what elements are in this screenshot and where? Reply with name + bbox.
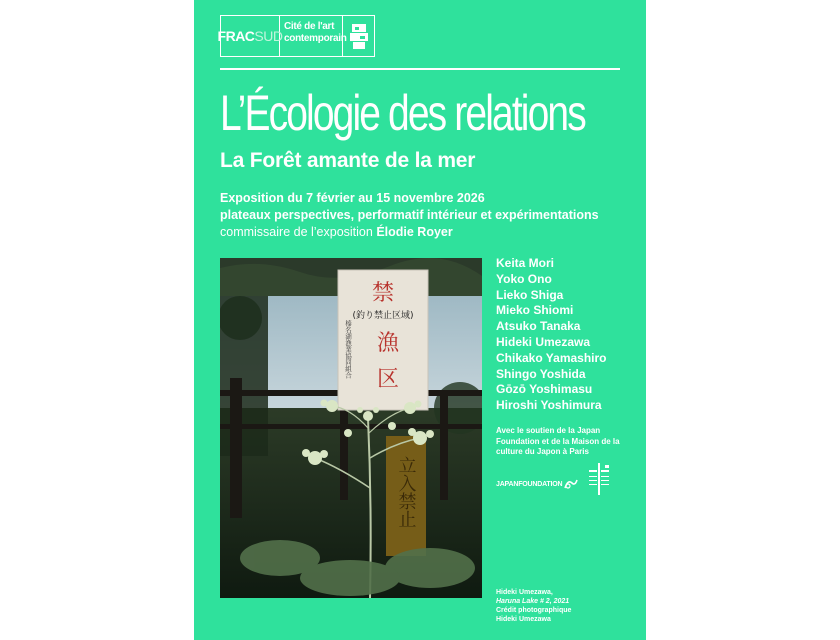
artist-list [496,256,607,414]
artist-name: Hideki Umezawa [496,334,591,349]
exhibition-spaces: plateaux perspectives, performatif intérieur et expérimentations [220,208,599,222]
exhibition-subtitle: La Forêt amante de la mer [220,149,476,172]
curator-prefix: commissaire de l’exposition [220,225,373,239]
sign-text-lower: 立入禁止 [395,456,417,528]
sign-text-side: 榛名湖漁業協同組合 [344,320,352,379]
maison-culture-japon-logo [586,462,612,501]
artist-name: Lieko Shiga [496,287,564,302]
artist-name: Chikako Yamashiro [496,350,607,365]
frac-sud-logo [217,15,375,57]
credit-artist: Hideki Umezawa, [496,589,553,596]
exhibition-dates: Exposition du 7 février au 15 novembre 2026 [220,191,485,205]
logo-cite-line1: Cité de l'art [284,21,335,32]
curator-name: Élodie Royer [376,225,453,239]
logo-frac-text: FRAC [217,28,255,44]
artist-name: Atsuko Tanaka [496,319,581,334]
header-divider [220,68,620,70]
artist-name: Gōzō Yoshimasu [496,382,593,397]
credit-photographer: Hideki Umezawa [496,616,551,623]
sign-text-kin: 禁 [371,281,395,306]
sign-text-ku: 区 [376,367,400,392]
support-notice: Avec le soutien de la Japan Foundation et de la Maison de la culture du Japon à Paris [496,426,620,456]
building-icon [343,15,375,57]
logo-sud-text: SUD [254,28,283,44]
sign-text-subline: (釣り禁止区域) [352,311,414,321]
artist-name: Mieko Shiomi [496,303,574,318]
frac-sud-wordmark [217,15,283,57]
credit-work-title: Haruna Lake # 2, 2021 [496,598,570,605]
sign-text-gyo: 漁 [376,331,400,356]
japan-foundation-icon [564,478,578,490]
credit-label: Crédit photographique [496,607,572,614]
japan-foundation-logo [496,478,578,490]
logo-cite-line2: contemporain [284,33,347,44]
artist-name: Keita Mori [496,256,555,270]
exhibition-photo [220,258,482,598]
japan-foundation-wordmark: JAPANFOUNDATION [496,480,563,488]
artist-name: Shingo Yoshida [496,366,586,381]
exhibition-info [220,190,599,241]
photo-credit [496,588,571,624]
exhibition-curator-line [220,224,599,241]
exhibition-poster [194,0,646,640]
artist-name: Yoko Ono [496,271,552,286]
artist-name: Hiroshi Yoshimura [496,398,602,413]
cite-art-contemporain-wordmark [280,15,347,57]
exhibition-title: L’Écologie des relations [220,85,585,141]
